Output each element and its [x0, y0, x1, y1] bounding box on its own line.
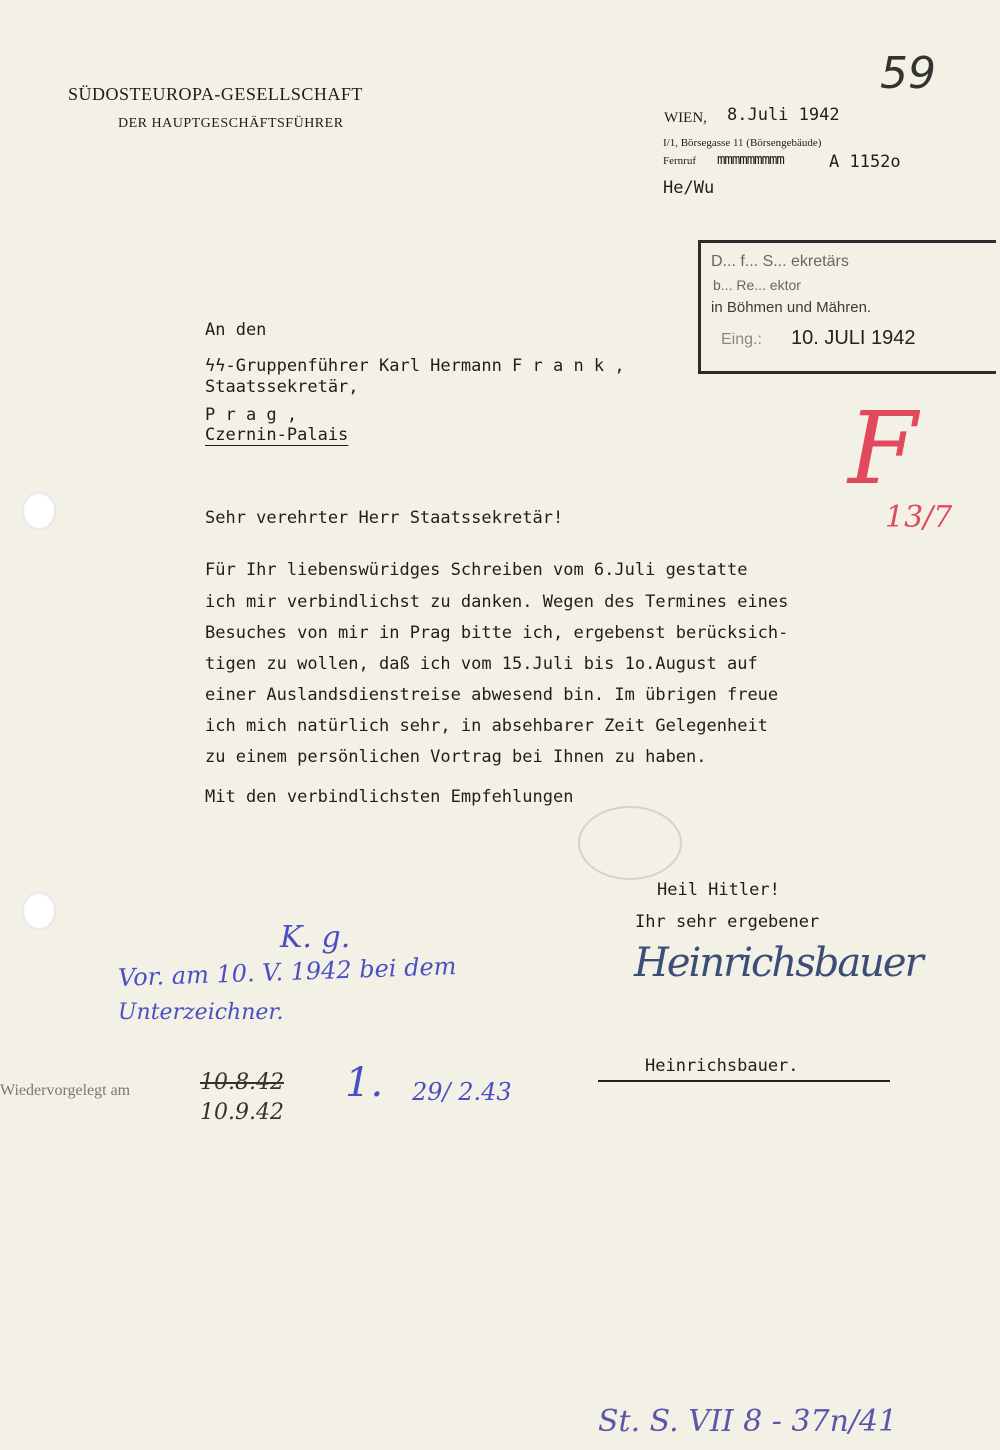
greeting: Sehr verehrter Herr Staatssekretär!: [205, 508, 564, 528]
red-handwritten-number: 13/7: [885, 500, 953, 535]
closing: Mit den verbindlichsten Empfehlungen: [205, 787, 574, 807]
typed-name: Heinrichsbauer.: [645, 1056, 799, 1076]
phone-number: A 1152o: [829, 152, 901, 172]
punch-hole-bottom: [22, 892, 56, 930]
body-line-5: einer Auslandsdienstreise abwesend bin. Im übrigen freue: [205, 685, 779, 705]
recipient-street: Czernin-Palais: [205, 425, 349, 445]
note-mark-date: 29/ 2.43: [412, 1078, 512, 1106]
handwritten-signature: Heinrichsbauer: [634, 940, 922, 986]
letter-date: 8.Juli 1942: [727, 105, 840, 125]
note-line-2: Unterzeichner.: [118, 1000, 284, 1025]
reference-initials: He/Wu: [663, 178, 715, 198]
recipient-to: An den: [205, 320, 267, 340]
recipient-city: P r a g ,: [205, 405, 298, 425]
body-line-6: ich mich natürlich sehr, in absehbarer Zeit Gelegenheit: [205, 716, 768, 736]
stamp-line-3: in Böhmen und Mähren.: [711, 299, 872, 316]
resubmit-struck-date: 10.8.42: [200, 1070, 284, 1095]
body-line-2: ich mir verbindlichst zu danken. Wegen des Termines eines: [205, 592, 789, 612]
signature-underline: [598, 1080, 890, 1082]
note-line-1: Vor. am 10. V. 1942 bei dem: [117, 952, 457, 992]
sender-address: I/1, Börsegasse 11 (Börsengebäude): [663, 137, 822, 149]
sign-off-line-1: Heil Hitler!: [657, 880, 780, 900]
file-reference: St. S. VII 8 - 37n/41: [598, 1404, 898, 1439]
received-stamp: [698, 240, 996, 374]
body-line-7: zu einem persönlichen Vortrag bei Ihnen zu haben.: [205, 747, 707, 767]
body-line-4: tigen zu wollen, daß ich vom 15.Juli bis 1o.August auf: [205, 654, 758, 674]
recipient-title: Staatssekretär,: [205, 377, 359, 397]
resubmit-date: 10.9.42: [200, 1100, 284, 1125]
red-handwritten-initial: F: [848, 390, 918, 507]
page-number: 59: [880, 48, 936, 99]
sign-off-line-2: Ihr sehr ergebener: [635, 912, 820, 932]
note-mark: 1.: [345, 1060, 384, 1106]
place: WIEN,: [664, 110, 707, 126]
note-initials: K. g.: [280, 920, 351, 955]
punch-hole-top: [22, 492, 56, 530]
stamp-received-date: 10. JULI 1942: [791, 327, 916, 349]
stamp-received-label: Eing.:: [721, 331, 762, 348]
body-line-3: Besuches von mir in Prag bitte ich, ergebenst berücksich-: [205, 623, 789, 643]
letterhead-position: DER HAUPTGESCHÄFTSFÜHRER: [118, 116, 344, 131]
recipient-name: ϟϟ-Gruppenführer Karl Hermann F r a n k ,: [205, 356, 625, 376]
resubmit-label: Wiedervorgelegt am: [0, 1082, 131, 1099]
stamp-line-1: D... f... S... ekretärs: [711, 253, 849, 270]
phone-struck-out: mmmmmmmmm: [717, 152, 784, 168]
phone-label: Fernruf: [663, 155, 696, 167]
body-line-1: Für Ihr liebenswüridges Schreiben vom 6.Juli gestatte: [205, 560, 748, 580]
stamp-line-2: b... Re... ektor: [713, 277, 801, 293]
letterhead-organization: SÜDOSTEUROPA-GESELLSCHAFT: [68, 84, 363, 104]
faint-seal-mark: [578, 806, 682, 880]
